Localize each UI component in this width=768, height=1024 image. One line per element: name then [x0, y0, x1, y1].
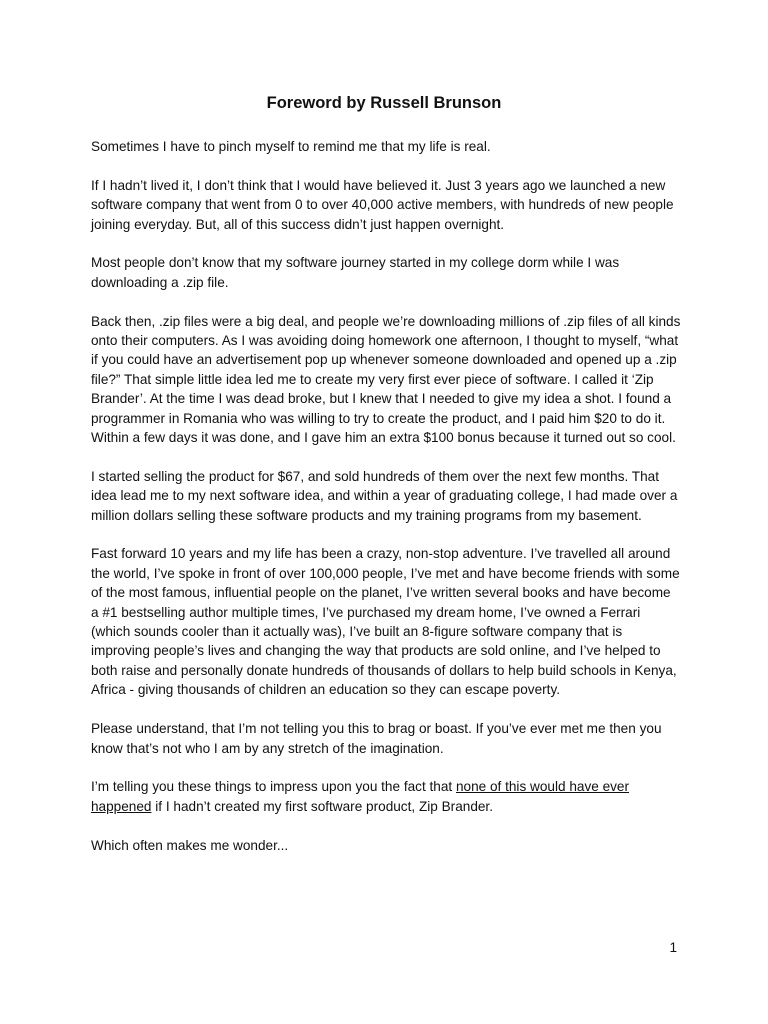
closing-line: Which often makes me wonder...: [91, 837, 289, 853]
page-number: 1: [669, 940, 677, 955]
emphasis-before-text: I’m telling you these things to impress upon you the fact that: [91, 779, 456, 795]
paragraph-2: If I hadn’t lived it, I don’t think that I would have believed it. Just 3 years ago we launched a new software company that went from 0 to over 40,000 active members, with hundreds of new people joining everyday. But, all of this success didn’t just happen overnight.: [91, 177, 674, 232]
emphasis-paragraph: [91, 777, 681, 816]
paragraph-1: Sometimes I have to pinch myself to remind me that my life is real.: [91, 139, 491, 154]
underlined-text: none of this would have ever happened: [91, 779, 630, 814]
emphasis-after-text: if I hadn’t created my first software product, Zip Brander.: [151, 798, 493, 814]
paragraph-7: Please understand, that I’m not telling you this to brag or boast. If you’ve ever met me then you know that’s not who I am by any stretch of the imagination.: [91, 721, 662, 756]
document-body: [91, 137, 681, 874]
paragraph-5: I started selling the product for $67, and sold hundreds of them over the next few months. That idea lead me to my next software idea, and within a year of graduating college, I had made over a million dollars selling these software products and my training programs from my basement.: [91, 468, 678, 523]
paragraph-6: Fast forward 10 years and my life has been a crazy, non-stop adventure. I’ve travelled all around the world, I’ve spoke in front of over 100,000 people, I’ve met and have become friends with some of the most famous, influential people on the planet, I’ve written several books and have become a #1 bestselling author multiple times, I’ve purchased my dream home, I’ve owned a Ferrari (which sounds cooler than it actually was), I’ve built an 8-figure software company that is improving people’s lives and changing the way that products are sold online, and I’ve helped to both raise and personally donate hundreds of thousands of dollars to help build schools in Kenya, Africa - giving thousands of children an education so they can escape poverty.: [91, 546, 680, 698]
paragraph-3: Most people don’t know that my software journey started in my college dorm while I was downloading a .zip file.: [91, 255, 620, 290]
page-title: Foreword by Russell Brunson: [266, 94, 502, 112]
paragraph-4: Back then, .zip files were a big deal, and people we’re downloading millions of .zip files of all kinds onto their computers. As I was avoiding doing homework one afternoon, I thought to myself, “what if you could have an advertisement pop up whenever someone downloaded and opened up a .zip file?” That simple little idea led me to create my very first ever piece of software. I called it ‘Zip Brander’. At the time I was dead broke, but I knew that I needed to give my idea a shot. I found a programmer in Romania who was willing to try to create the product, and I paid him $20 to do it. Within a few days it was done, and I gave him an extra $100 bonus because it turned out so cool.: [91, 313, 681, 446]
